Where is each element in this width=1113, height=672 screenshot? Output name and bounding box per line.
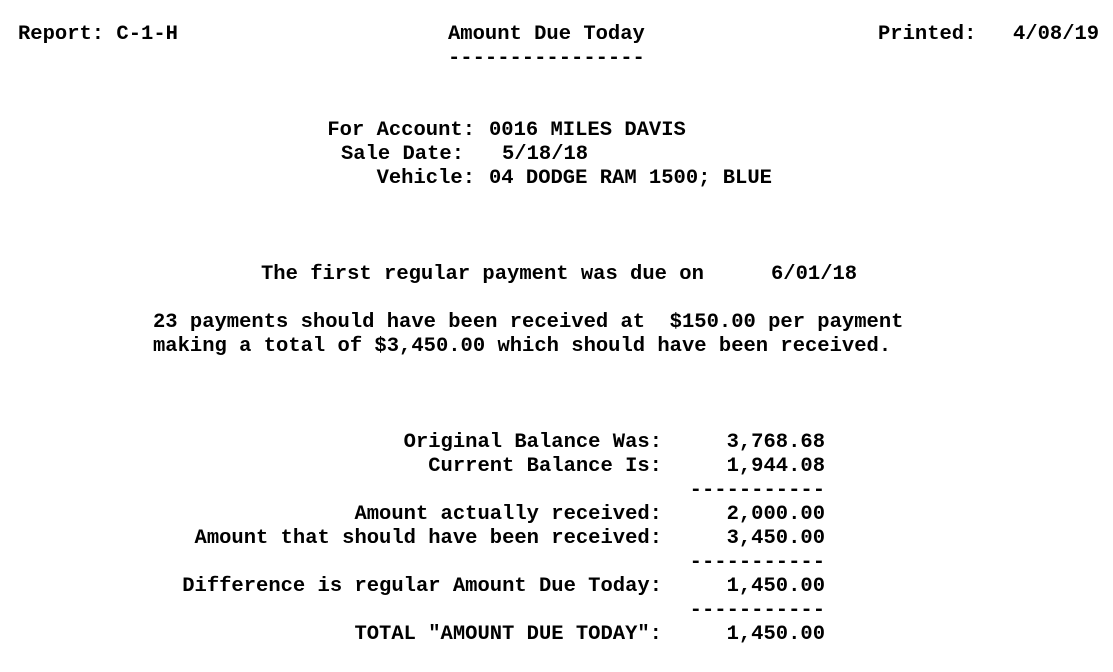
calc-row-label: Original Balance Was: (403, 431, 662, 454)
vehicle-value: 04 DODGE RAM 1500; BLUE (489, 167, 772, 190)
sale-date-label: Sale Date: (341, 143, 465, 166)
for-account-value: 0016 MILES DAVIS (489, 119, 686, 142)
calc-row-label: Amount actually received: (354, 503, 662, 526)
title-underline: ---------------- (448, 47, 645, 70)
for-account-label: For Account: (327, 119, 475, 142)
calc-row-label: Amount that should have been received: (194, 527, 662, 550)
calc-row-label: TOTAL "AMOUNT DUE TODAY": (354, 623, 662, 646)
report-id: Report: C-1-H (18, 23, 178, 46)
calc-separator: ----------- (689, 599, 825, 622)
calc-row-value: 2,000.00 (726, 503, 825, 526)
first-payment-date: 6/01/18 (771, 263, 858, 286)
total-expected-line: making a total of $3,450.00 which should have been received. (153, 335, 892, 358)
calc-row-value: 3,450.00 (726, 527, 825, 550)
calc-row-label: Difference is regular Amount Due Today: (182, 575, 662, 598)
printed-date: 4/08/19 (1013, 23, 1100, 46)
calc-separator: ----------- (689, 479, 825, 502)
calc-row-value: 1,944.08 (726, 455, 825, 478)
page-title: Amount Due Today (448, 23, 645, 46)
calc-row-label: Current Balance Is: (428, 455, 662, 478)
calc-row-value: 1,450.00 (726, 623, 825, 646)
calc-separator: ----------- (689, 551, 825, 574)
first-payment-text: The first regular payment was due on (261, 263, 704, 286)
vehicle-label: Vehicle: (376, 167, 475, 190)
printed-label: Printed: (878, 23, 977, 46)
calc-row-value: 3,768.68 (726, 431, 825, 454)
payments-expected-line: 23 payments should have been received at $150.00 per payment (153, 311, 904, 334)
sale-date-value: 5/18/18 (502, 143, 589, 166)
calc-row-value: 1,450.00 (726, 575, 825, 598)
